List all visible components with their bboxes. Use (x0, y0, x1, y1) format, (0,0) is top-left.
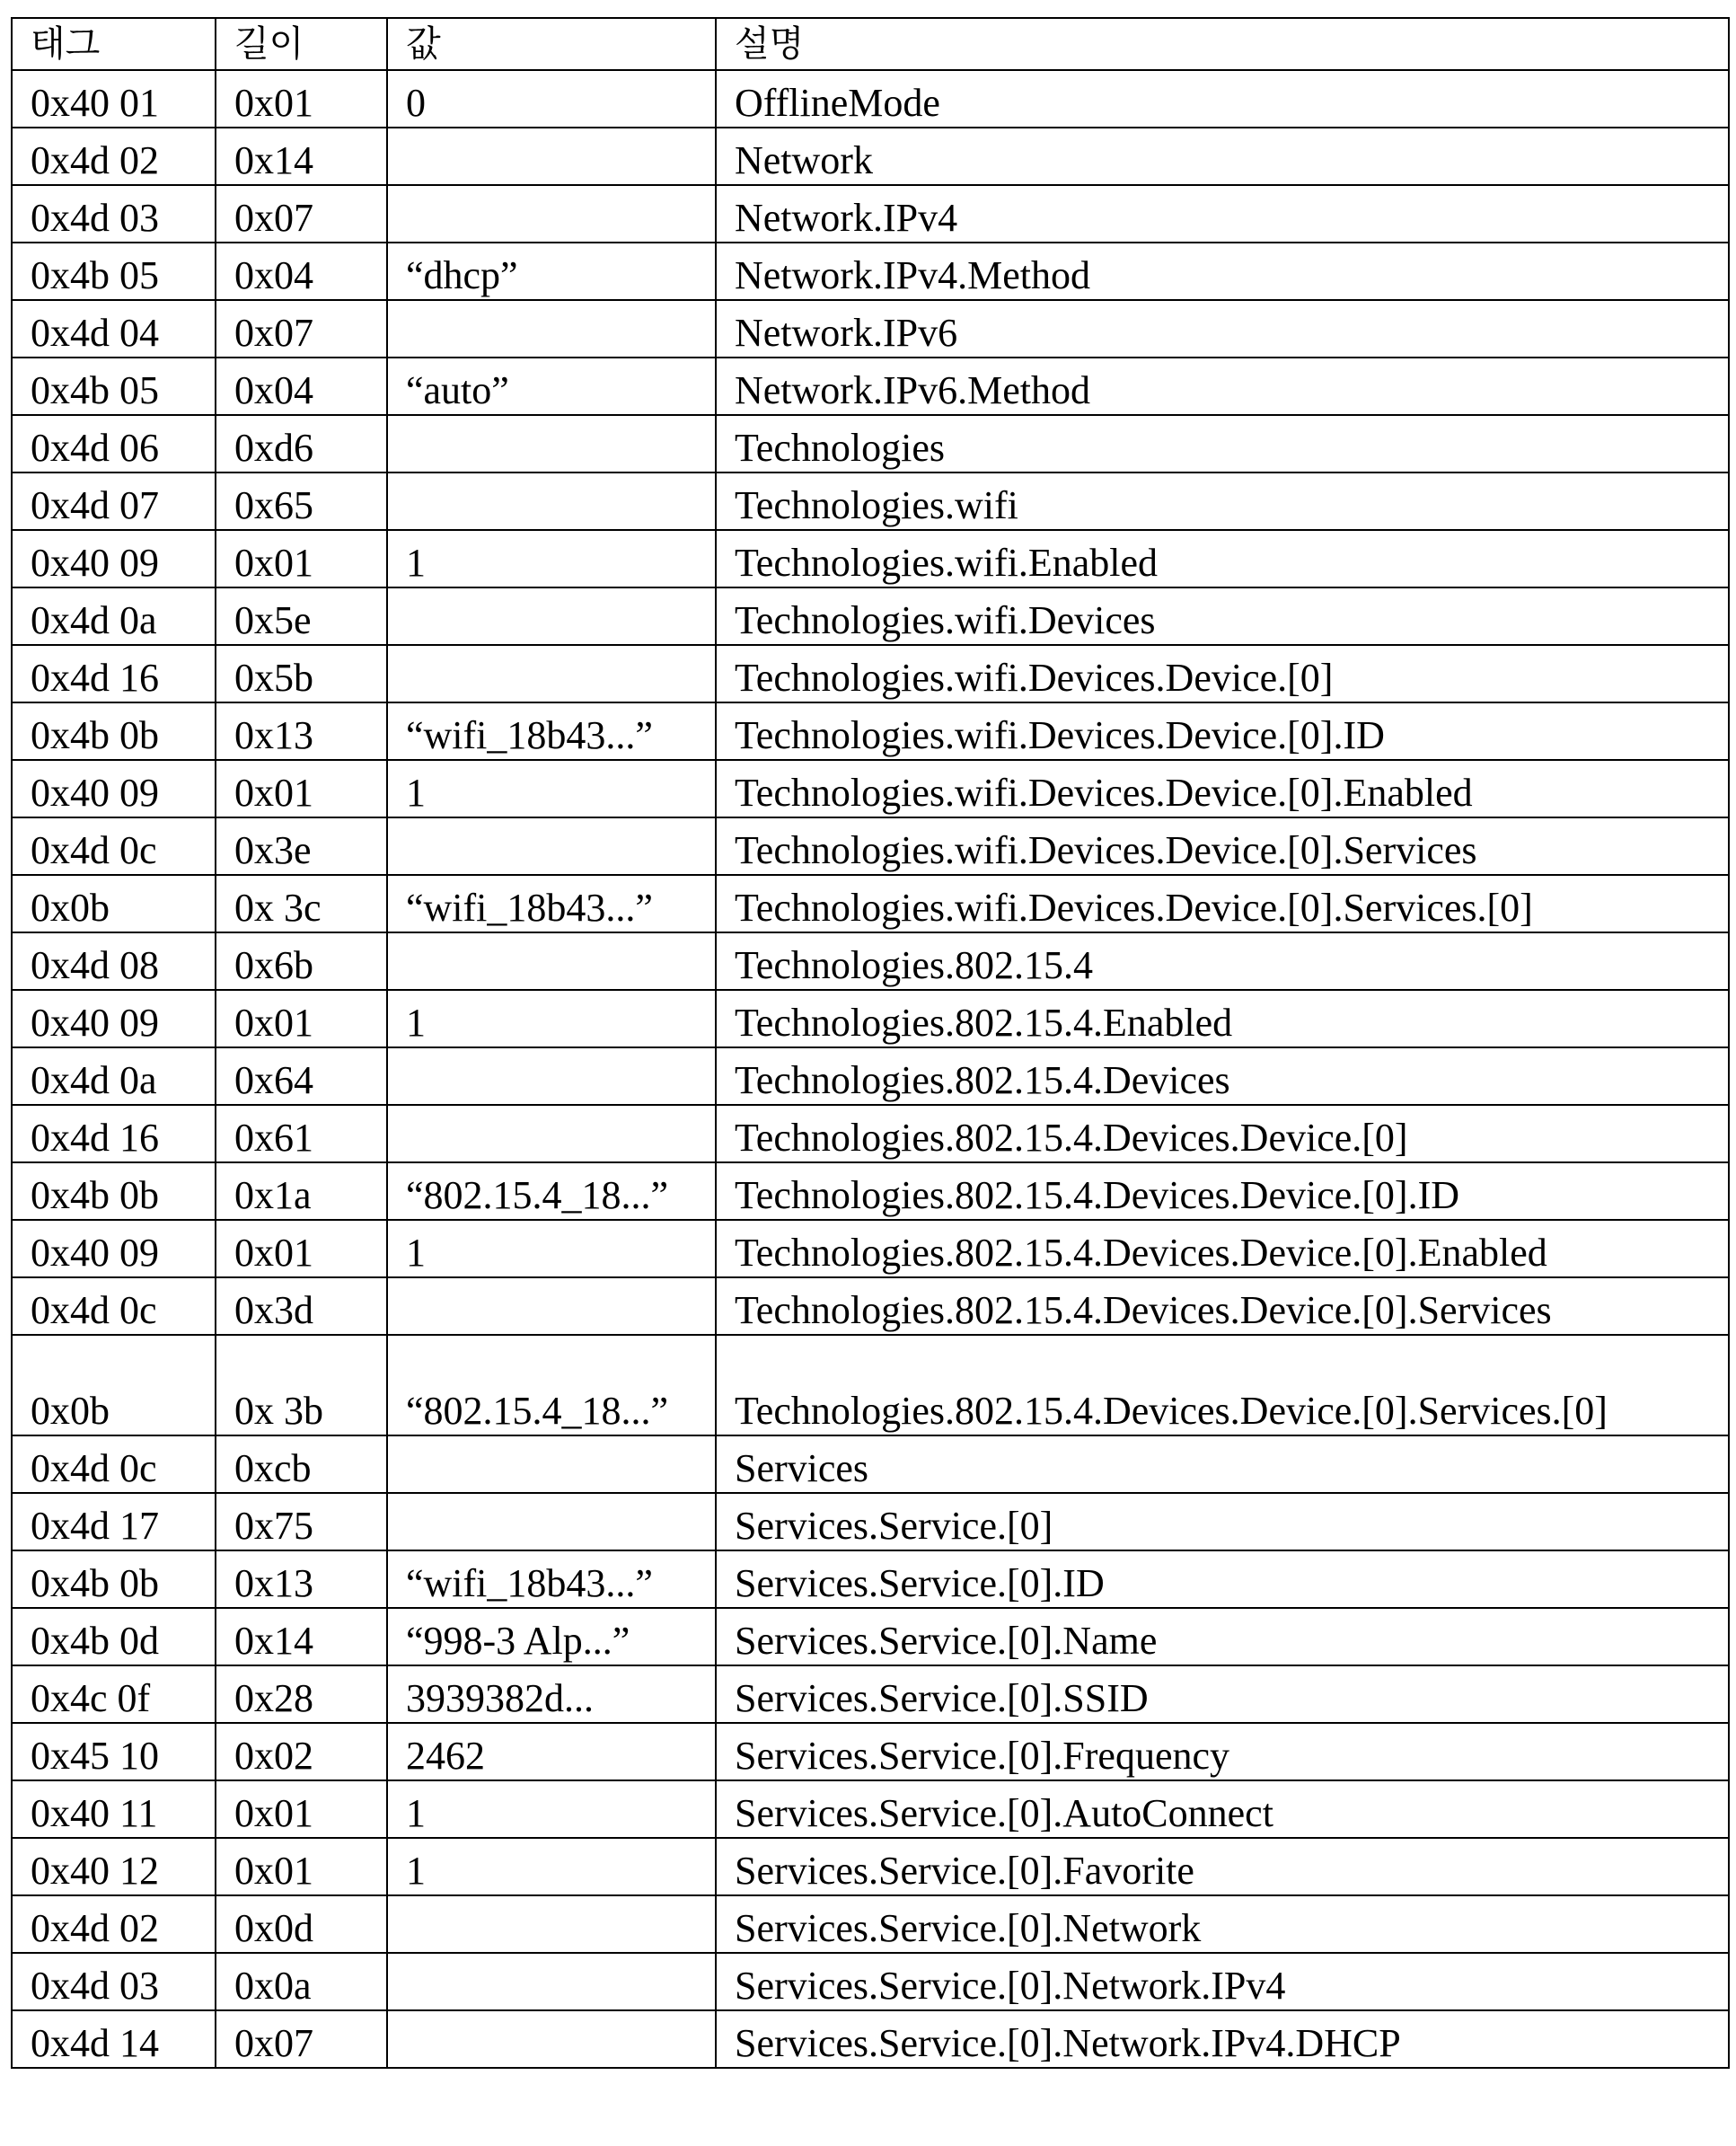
value-cell (387, 932, 716, 990)
description-cell: Technologies.802.15.4.Enabled (716, 990, 1729, 1047)
table-row (12, 875, 1729, 932)
tag-cell: 0x4d 0a (12, 587, 216, 645)
description-cell: Network.IPv6 (716, 300, 1729, 358)
length-cell: 0x1a (216, 1162, 387, 1220)
table-row (12, 1723, 1729, 1780)
length-cell: 0x14 (216, 128, 387, 185)
value-cell (387, 472, 716, 530)
length-cell: 0x14 (216, 1608, 387, 1665)
tag-cell: 0x0b (12, 875, 216, 932)
tag-cell: 0x4d 06 (12, 415, 216, 472)
description-cell: Technologies (716, 415, 1729, 472)
table-row (12, 1493, 1729, 1550)
tag-cell: 0x0b (12, 1335, 216, 1435)
value-cell: “wifi_18b43...” (387, 875, 716, 932)
description-cell: Technologies.802.15.4.Devices.Device.[0] (716, 1105, 1729, 1162)
description-cell: Technologies.802.15.4.Devices (716, 1047, 1729, 1105)
length-cell: 0x5e (216, 587, 387, 645)
header-row (12, 18, 1729, 70)
table-row (12, 1665, 1729, 1723)
table-row (12, 1953, 1729, 2010)
table-row (12, 2010, 1729, 2068)
table-row (12, 1105, 1729, 1162)
tag-cell: 0x4d 14 (12, 2010, 216, 2068)
value-cell (387, 300, 716, 358)
header-description: 설명 (716, 18, 1729, 70)
tag-cell: 0x45 10 (12, 1723, 216, 1780)
tag-cell: 0x4d 0a (12, 1047, 216, 1105)
description-cell: Technologies.wifi.Devices.Device.[0].Enabled (716, 760, 1729, 817)
description-cell: Technologies.wifi.Devices (716, 587, 1729, 645)
table-row (12, 472, 1729, 530)
value-cell (387, 1953, 716, 2010)
description-cell: Technologies.802.15.4.Devices.Device.[0].ID (716, 1162, 1729, 1220)
tag-cell: 0x40 09 (12, 1220, 216, 1277)
tag-cell: 0x4d 0c (12, 1435, 216, 1493)
tag-cell: 0x4b 0b (12, 1162, 216, 1220)
value-cell: 1 (387, 1838, 716, 1895)
length-cell: 0xcb (216, 1435, 387, 1493)
value-cell (387, 1277, 716, 1335)
length-cell: 0x02 (216, 1723, 387, 1780)
tag-cell: 0x4b 0b (12, 1550, 216, 1608)
length-cell: 0x01 (216, 1838, 387, 1895)
length-cell: 0x28 (216, 1665, 387, 1723)
length-cell: 0x01 (216, 530, 387, 587)
length-cell: 0x6b (216, 932, 387, 990)
table-row (12, 300, 1729, 358)
table-row (12, 1780, 1729, 1838)
tag-cell: 0x40 01 (12, 70, 216, 128)
value-cell: “802.15.4_18...” (387, 1162, 716, 1220)
table-row (12, 1435, 1729, 1493)
tag-cell: 0x4b 05 (12, 358, 216, 415)
description-cell: Services.Service.[0].SSID (716, 1665, 1729, 1723)
value-cell: 1 (387, 760, 716, 817)
length-cell: 0x65 (216, 472, 387, 530)
table-row (12, 530, 1729, 587)
value-cell (387, 2010, 716, 2068)
length-cell: 0x01 (216, 1780, 387, 1838)
tag-cell: 0x40 09 (12, 760, 216, 817)
description-cell: Technologies.wifi.Devices.Device.[0].Services (716, 817, 1729, 875)
description-cell: Technologies.wifi.Devices.Device.[0].ID (716, 702, 1729, 760)
tag-cell: 0x4d 0c (12, 1277, 216, 1335)
value-cell: “998-3 Alp...” (387, 1608, 716, 1665)
length-cell: 0x64 (216, 1047, 387, 1105)
value-cell: 1 (387, 1220, 716, 1277)
tag-cell: 0x4d 17 (12, 1493, 216, 1550)
description-cell: Technologies.802.15.4.Devices.Device.[0].Services (716, 1277, 1729, 1335)
value-cell (387, 415, 716, 472)
table-row (12, 1335, 1729, 1435)
table-row (12, 1608, 1729, 1665)
tag-cell: 0x4d 03 (12, 185, 216, 243)
value-cell (387, 817, 716, 875)
value-cell (387, 1895, 716, 1953)
table-row (12, 1047, 1729, 1105)
value-cell: “wifi_18b43...” (387, 1550, 716, 1608)
table-row (12, 185, 1729, 243)
description-cell: Network.IPv4.Method (716, 243, 1729, 300)
table-row (12, 702, 1729, 760)
tag-cell: 0x4d 08 (12, 932, 216, 990)
table-body (12, 70, 1729, 2068)
table-row (12, 990, 1729, 1047)
header-length: 길이 (216, 18, 387, 70)
length-cell: 0x0a (216, 1953, 387, 2010)
length-cell: 0x07 (216, 300, 387, 358)
tag-cell: 0x40 09 (12, 990, 216, 1047)
table-row (12, 1550, 1729, 1608)
table-row (12, 358, 1729, 415)
table-row (12, 1162, 1729, 1220)
length-cell: 0x 3c (216, 875, 387, 932)
value-cell: 1 (387, 1780, 716, 1838)
description-cell: Services.Service.[0].Name (716, 1608, 1729, 1665)
value-cell (387, 587, 716, 645)
tag-cell: 0x40 09 (12, 530, 216, 587)
length-cell: 0x13 (216, 702, 387, 760)
tag-table (11, 17, 1730, 2069)
value-cell (387, 1105, 716, 1162)
length-cell: 0x04 (216, 243, 387, 300)
description-cell: Services.Service.[0] (716, 1493, 1729, 1550)
value-cell (387, 185, 716, 243)
length-cell: 0x07 (216, 2010, 387, 2068)
length-cell: 0x3e (216, 817, 387, 875)
table-row (12, 760, 1729, 817)
header-value: 값 (387, 18, 716, 70)
description-cell: Technologies.802.15.4 (716, 932, 1729, 990)
description-cell: OfflineMode (716, 70, 1729, 128)
description-cell: Services.Service.[0].Favorite (716, 1838, 1729, 1895)
table-row (12, 932, 1729, 990)
tag-cell: 0x4b 0d (12, 1608, 216, 1665)
description-cell: Services.Service.[0].Frequency (716, 1723, 1729, 1780)
description-cell: Services.Service.[0].Network.IPv4.DHCP (716, 2010, 1729, 2068)
description-cell: Technologies.wifi.Devices.Device.[0] (716, 645, 1729, 702)
table-row (12, 817, 1729, 875)
length-cell: 0x0d (216, 1895, 387, 1953)
table-row (12, 243, 1729, 300)
length-cell: 0x07 (216, 185, 387, 243)
length-cell: 0x04 (216, 358, 387, 415)
tag-cell: 0x4d 07 (12, 472, 216, 530)
tag-cell: 0x4d 02 (12, 128, 216, 185)
tag-cell: 0x4c 0f (12, 1665, 216, 1723)
description-cell: Technologies.wifi (716, 472, 1729, 530)
value-cell: “wifi_18b43...” (387, 702, 716, 760)
tag-cell: 0x4d 0c (12, 817, 216, 875)
value-cell (387, 1047, 716, 1105)
table-row (12, 1895, 1729, 1953)
description-cell: Network.IPv4 (716, 185, 1729, 243)
table-row (12, 415, 1729, 472)
length-cell: 0x3d (216, 1277, 387, 1335)
description-cell: Services.Service.[0].Network (716, 1895, 1729, 1953)
tag-cell: 0x4d 03 (12, 1953, 216, 2010)
value-cell (387, 128, 716, 185)
value-cell: 3939382d... (387, 1665, 716, 1723)
length-cell: 0x01 (216, 990, 387, 1047)
table-row (12, 128, 1729, 185)
table-row (12, 1277, 1729, 1335)
tag-cell: 0x4d 02 (12, 1895, 216, 1953)
tag-cell: 0x4b 0b (12, 702, 216, 760)
description-cell: Network.IPv6.Method (716, 358, 1729, 415)
value-cell (387, 1493, 716, 1550)
value-cell: 2462 (387, 1723, 716, 1780)
length-cell: 0x61 (216, 1105, 387, 1162)
value-cell: 0 (387, 70, 716, 128)
length-cell: 0x75 (216, 1493, 387, 1550)
value-cell (387, 1435, 716, 1493)
description-cell: Technologies.wifi.Enabled (716, 530, 1729, 587)
table-row (12, 70, 1729, 128)
table-row (12, 645, 1729, 702)
description-cell: Technologies.802.15.4.Devices.Device.[0].Services.[0] (716, 1335, 1729, 1435)
table-row (12, 1220, 1729, 1277)
tag-cell: 0x4d 16 (12, 645, 216, 702)
description-cell: Services.Service.[0].AutoConnect (716, 1780, 1729, 1838)
table-row (12, 587, 1729, 645)
length-cell: 0x01 (216, 760, 387, 817)
value-cell: “802.15.4_18...” (387, 1335, 716, 1435)
length-cell: 0x13 (216, 1550, 387, 1608)
length-cell: 0xd6 (216, 415, 387, 472)
tag-cell: 0x4d 04 (12, 300, 216, 358)
description-cell: Technologies.802.15.4.Devices.Device.[0].Enabled (716, 1220, 1729, 1277)
tag-cell: 0x4d 16 (12, 1105, 216, 1162)
tag-cell: 0x40 11 (12, 1780, 216, 1838)
length-cell: 0x 3b (216, 1335, 387, 1435)
length-cell: 0x01 (216, 1220, 387, 1277)
table-row (12, 1838, 1729, 1895)
value-cell: “dhcp” (387, 243, 716, 300)
description-cell: Technologies.wifi.Devices.Device.[0].Services.[0] (716, 875, 1729, 932)
tag-cell: 0x4b 05 (12, 243, 216, 300)
value-cell (387, 645, 716, 702)
description-cell: Services.Service.[0].ID (716, 1550, 1729, 1608)
description-cell: Services.Service.[0].Network.IPv4 (716, 1953, 1729, 2010)
tag-cell: 0x40 12 (12, 1838, 216, 1895)
header-tag: 태그 (12, 18, 216, 70)
description-cell: Services (716, 1435, 1729, 1493)
length-cell: 0x01 (216, 70, 387, 128)
description-cell: Network (716, 128, 1729, 185)
value-cell: “auto” (387, 358, 716, 415)
value-cell: 1 (387, 530, 716, 587)
length-cell: 0x5b (216, 645, 387, 702)
value-cell: 1 (387, 990, 716, 1047)
tag-table-container (11, 17, 1728, 2069)
